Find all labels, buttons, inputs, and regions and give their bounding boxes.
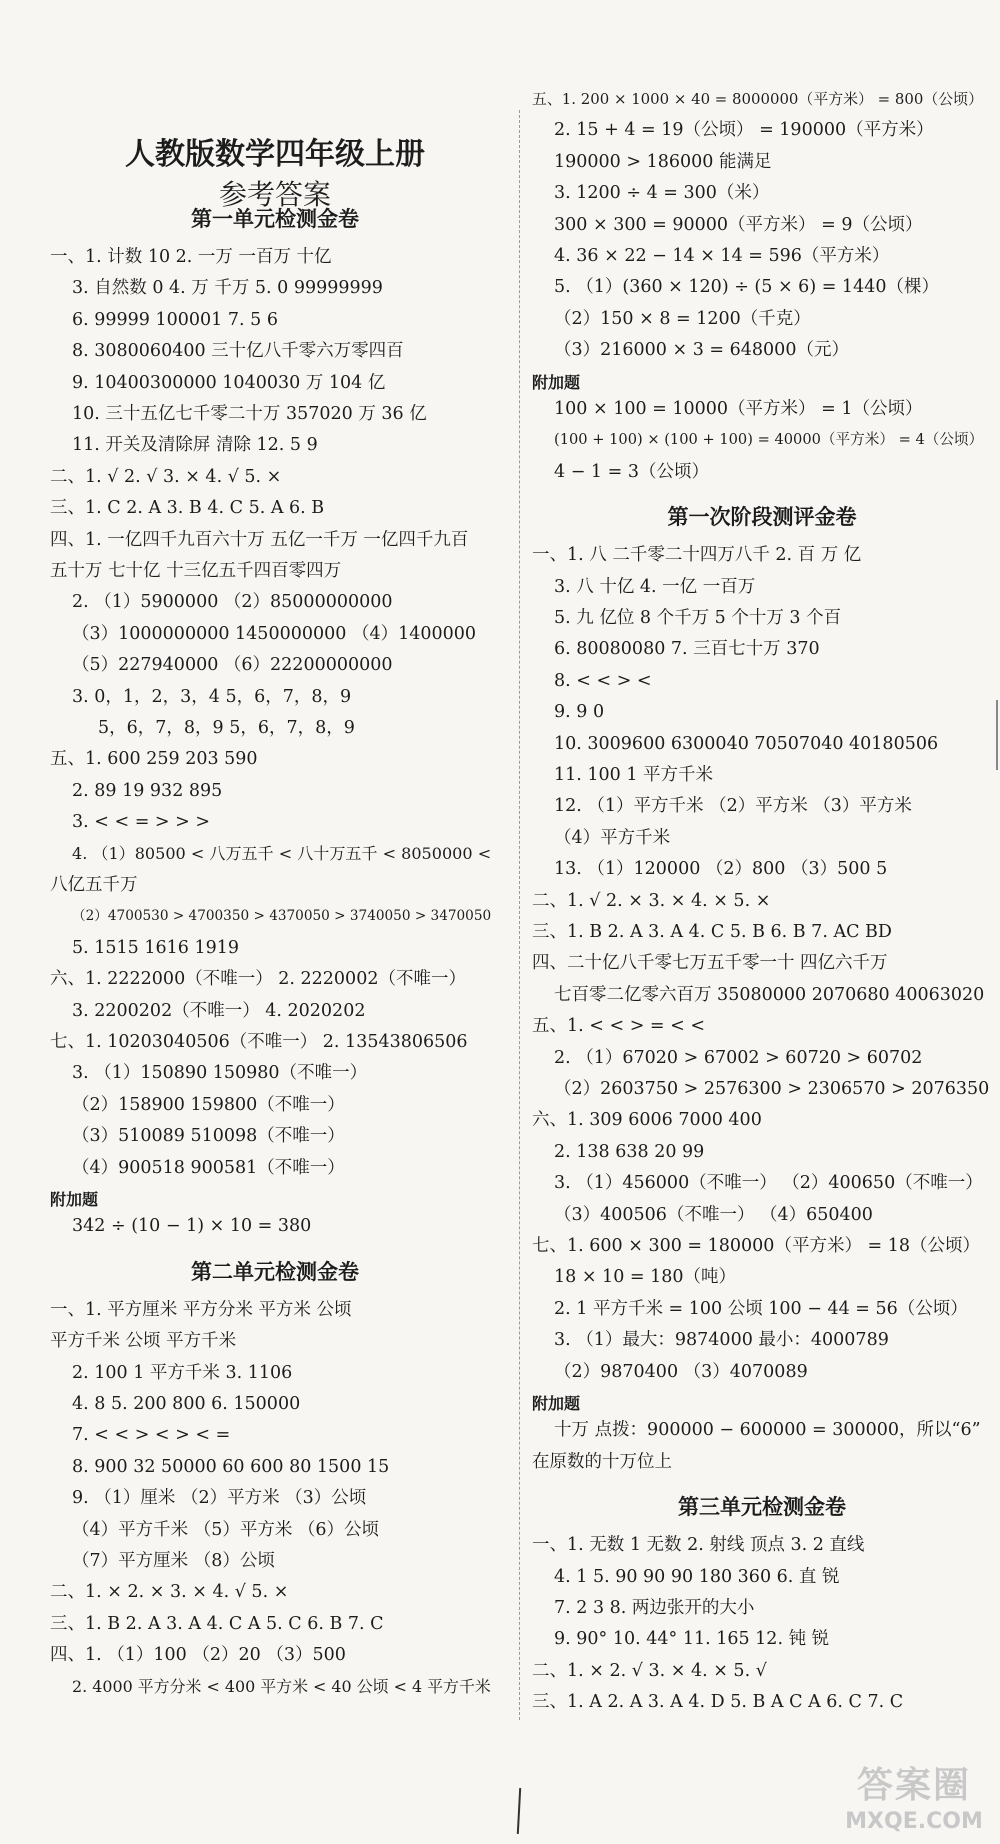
answer-line: 3. 0，1，2，3，4 5，6，7，8，9 [72, 686, 352, 707]
answer-line: 五十万 七十亿 十三亿五千四百零四万 [50, 561, 342, 581]
answer-line: 八亿五千万 [50, 875, 138, 895]
answer-line: 六、1. 2222000（不唯一） 2. 2220002（不唯一） [50, 969, 466, 990]
answer-line: 三、1. B 2. A 3. A 4. C 5. B 6. B 7. AC BD [532, 922, 892, 942]
page-title: 人教版数学四年级上册 [125, 137, 425, 172]
bonus-label: 附加题 [50, 1190, 99, 1209]
answer-line: （2）9870400 （3）4070089 [554, 1361, 808, 1382]
answer-line: 2. 1 平方千米 = 100 公顷 100 − 44 = 56（公顷） [554, 1298, 968, 1319]
answer-line: 5. （1）(360 × 120) ÷ (5 × 6) = 1440（棵） [554, 277, 939, 298]
answer-line: 4. 8 5. 200 800 6. 150000 [72, 1394, 301, 1414]
answer-line: （5）227940000 （6）22200000000 [72, 655, 393, 676]
answer-line: 五、1. < < > = < < [532, 1016, 706, 1037]
answer-line: （2）4700530 > 4700350 > 4370050 > 3740050 > 3470050 [72, 908, 492, 925]
answer-line: （2）2603750 > 2576300 > 2306570 > 2076350 [554, 1079, 990, 1099]
answer-line: 一、1. 八 二千零二十四万八千 2. 百 万 亿 [532, 545, 862, 566]
answer-line: 9. 90° 10. 44° 11. 165 12. 钝 锐 [554, 1629, 830, 1650]
answer-line: (100 + 100) × (100 + 100) = 40000（平方米） = 4（公顷） [554, 431, 984, 449]
answer-line: 11. 开关及清除屏 清除 12. 5 9 [72, 435, 318, 456]
answer-line: 在原数的十万位上 [532, 1451, 672, 1472]
column-divider [519, 110, 520, 1720]
answer-line: 5，6，7，8，9 5，6，7，8，9 [98, 718, 355, 738]
answer-line: （2）158900 159800（不唯一） [72, 1094, 345, 1115]
answer-line: 2. 89 19 932 895 [72, 780, 223, 801]
answer-line: 3. （1）最大：9874000 最小：4000789 [554, 1330, 889, 1351]
answer-line: 十万 点拨：900000 − 600000 = 300000，所以“6” [554, 1420, 981, 1441]
answer-line: 七、1. 10203040506（不唯一） 2. 13543806506 [50, 1032, 468, 1052]
watermark [834, 1764, 994, 1844]
section-heading: 第一单元检测金卷 [191, 207, 359, 231]
answer-line: 7. 2 3 8. 两边张开的大小 [554, 1598, 755, 1618]
answer-line: 3. 1200 ÷ 4 = 300（米） [554, 183, 770, 204]
watermark-url: MXQE.COM [845, 1809, 983, 1834]
answer-line: 9. 10400300000 1040030 万 104 亿 [72, 372, 386, 393]
answer-line: 四、1. 一亿四千九百六十万 五亿一千万 一亿四千九百 [50, 529, 469, 550]
answer-line: （4）900518 900581（不唯一） [72, 1157, 345, 1178]
answer-line: 190000 > 186000 能满足 [554, 151, 772, 172]
answer-line: 2. 138 638 20 99 [554, 1141, 705, 1162]
answer-line: 四、二十亿八千零七万五千零一十 四亿六千万 [532, 953, 888, 974]
answer-line: 12. （1）平方千米 （2）平方米 （3）平方米 [554, 796, 912, 817]
answer-line: 平方千米 公顷 平方千米 [50, 1331, 237, 1352]
answer-line: 七百零二亿零六百万 35080000 2070680 40063020 [554, 984, 985, 1005]
answer-line: 七、1. 600 × 300 = 180000（平方米） = 18（公顷） [532, 1236, 981, 1256]
answer-line: 二、1. √ 2. × 3. × 4. × 5. × [532, 890, 771, 911]
answer-line: 五、1. 200 × 1000 × 40 = 8000000（平方米） = 800（公顷） [532, 90, 983, 108]
answer-line: 四、1. （1）100 （2）20 （3）500 [50, 1645, 346, 1666]
answer-line: 2. 4000 平方分米 < 400 平方米 < 40 公顷 < 4 平方千米 [72, 1676, 491, 1696]
answer-line: （3）400506（不唯一） （4）650400 [554, 1204, 873, 1225]
answer-line: 六、1. 309 6006 7000 400 [532, 1110, 762, 1131]
answer-line: 6. 80080080 7. 三百七十万 370 [554, 639, 820, 660]
answer-line: （3）510089 510098（不唯一） [72, 1126, 345, 1147]
answer-line: 8. < < > < [554, 670, 652, 691]
answer-line: 3. 自然数 0 4. 万 千万 5. 0 99999999 [72, 278, 383, 299]
answer-line: 6. 99999 100001 7. 5 6 [72, 309, 278, 330]
answer-line: 342 ÷ (10 − 1) × 10 = 380 [72, 1216, 312, 1237]
answer-line: 3. （1）150890 150980（不唯一） [72, 1063, 368, 1084]
answer-line: 3. < < = > > > [72, 812, 211, 833]
answer-line: 2. （1）67020 > 67002 > 60720 > 60702 [554, 1047, 923, 1068]
section-heading: 第二单元检测金卷 [191, 1259, 359, 1284]
answer-line: 2. 15 + 4 = 19（公顷） = 190000（平方米） [554, 120, 934, 141]
answer-line: 三、1. B 2. A 3. A 4. C A 5. C 6. B 7. C [50, 1613, 384, 1634]
answer-line: 2. 100 1 平方千米 3. 1106 [72, 1362, 293, 1383]
answer-line: 4. 36 × 22 − 14 × 14 = 596（平方米） [554, 246, 890, 266]
answer-line: 7. < < > < > < = [72, 1425, 231, 1446]
answer-line: 2. （1）5900000 （2）85000000000 [72, 592, 393, 613]
answer-line: 一、1. 计数 10 2. 一万 一百万 十亿 [50, 247, 332, 267]
answer-line: 13. （1）120000 （2）800 （3）500 5 [554, 859, 888, 880]
answer-line: 8. 900 32 50000 60 600 80 1500 15 [72, 1456, 390, 1477]
answer-line: 11. 100 1 平方千米 [554, 765, 714, 785]
answer-line: 5. 1515 1616 1919 [72, 937, 239, 958]
answer-line: 一、1. 无数 1 无数 2. 射线 顶点 3. 2 直线 [532, 1535, 865, 1556]
answer-line: （2）150 × 8 = 1200（千克） [554, 308, 811, 329]
answer-line: 9. （1）厘米 （2）平方米 （3）公顷 [72, 1488, 367, 1509]
section-heading: 第一次阶段测评金卷 [667, 505, 857, 530]
answer-line: 二、1. √ 2. √ 3. × 4. √ 5. × [50, 466, 282, 487]
answer-line: 9. 9 0 [554, 702, 605, 723]
bonus-label: 附加题 [532, 372, 581, 392]
answer-line: （4）平方千米 （5）平方米 （6）公顷 [72, 1519, 380, 1540]
edge-mark [996, 700, 998, 770]
answer-line: 五、1. 600 259 203 590 [50, 749, 258, 770]
answer-line: 300 × 300 = 90000（平方米） = 9（公顷） [554, 214, 923, 235]
answer-line: 4. （1）80500 < 八万五千 < 八十万五千 < 8050000 < [72, 843, 492, 863]
answer-line: 三、1. C 2. A 3. B 4. C 5. A 6. B [50, 498, 325, 519]
answer-line: 10. 三十五亿七千零二十万 357020 万 36 亿 [72, 404, 427, 424]
answer-line: 3. （1）456000（不唯一） （2）400650（不唯一） [554, 1173, 983, 1194]
answer-line: （4）平方千米 [554, 827, 671, 848]
section-heading: 第三单元检测金卷 [678, 1495, 846, 1520]
answer-line: 二、1. × 2. √ 3. × 4. × 5. √ [532, 1660, 767, 1681]
answer-line: 18 × 10 = 180（吨） [554, 1267, 737, 1288]
answer-line: 4 − 1 = 3（公顷） [554, 461, 709, 482]
answer-line: 5. 九 亿位 8 个千万 5 个十万 3 个百 [554, 608, 842, 628]
answer-line: 三、1. A 2. A 3. A 4. D 5. B A C A 6. C 7. C [532, 1692, 904, 1713]
answer-line: 3. 八 十亿 4. 一亿 一百万 [554, 576, 756, 597]
answer-line: 一、1. 平方厘米 平方分米 平方米 公顷 [50, 1299, 352, 1320]
answer-line: 3. 2200202（不唯一） 4. 2020202 [72, 1000, 366, 1021]
answer-line: 10. 3009600 6300040 70507040 40180506 [554, 733, 939, 754]
watermark-main: 答案圈 [856, 1765, 971, 1806]
pen-stroke [517, 1788, 521, 1834]
answer-line: 100 × 100 = 10000（平方米） = 1（公顷） [554, 399, 923, 419]
answer-line: （3）1000000000 1450000000 （4）1400000 [72, 623, 477, 644]
bonus-label: 附加题 [532, 1394, 581, 1413]
answer-line: （3）216000 × 3 = 648000（元） [554, 340, 849, 361]
page-subtitle: 参考答案 [218, 178, 331, 211]
answer-line: （7）平方厘米 （8）公顷 [72, 1551, 275, 1571]
answer-line: 4. 1 5. 90 90 90 180 360 6. 直 锐 [554, 1566, 840, 1587]
answer-line: 二、1. × 2. × 3. × 4. √ 5. × [50, 1582, 289, 1603]
answer-line: 8. 3080060400 三十亿八千零六万零四百 [72, 341, 404, 362]
